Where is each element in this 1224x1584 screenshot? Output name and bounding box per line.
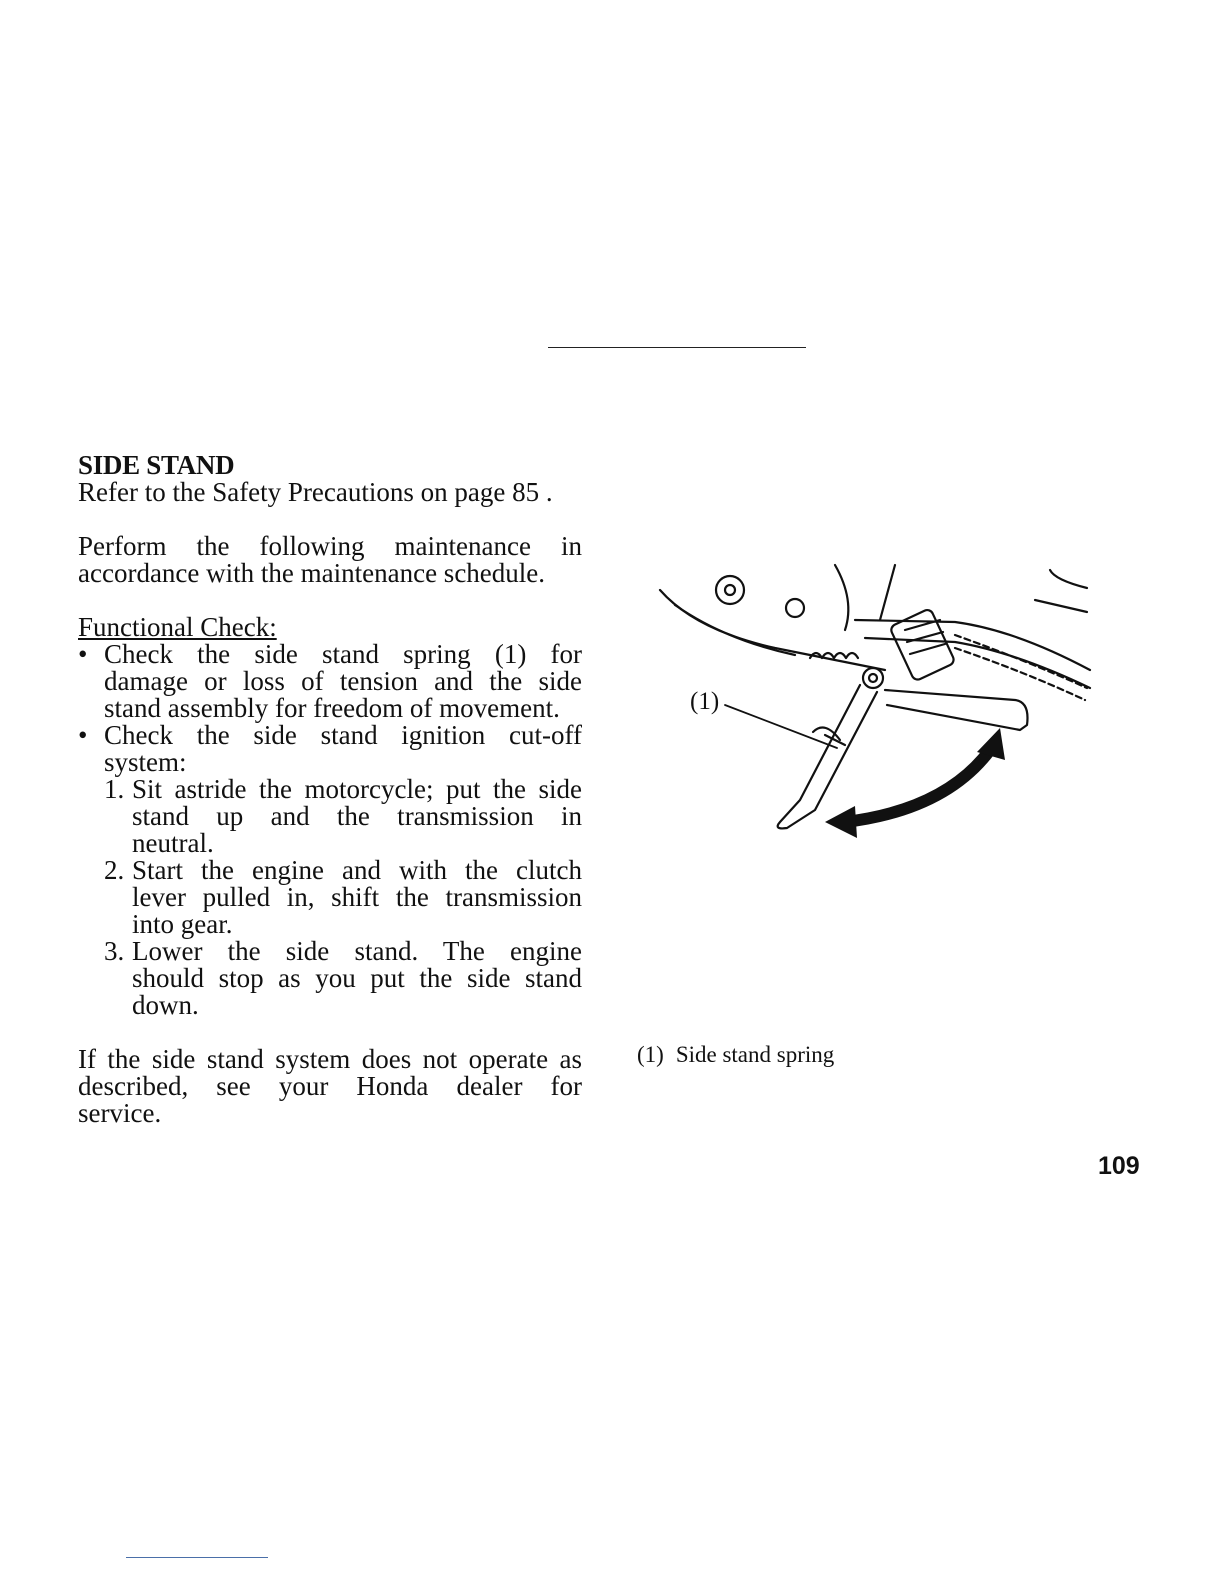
step-line: Sit astride the motorcycle; put the side [132,774,582,804]
side-stand-illustration [655,560,1095,850]
section-heading: SIDE STAND [78,450,235,480]
closing-line: described, see your Honda dealer for [78,1071,582,1101]
intro-paragraph [78,533,582,587]
bullet-dot: • [78,720,88,750]
step-line: down. [132,990,199,1020]
step-line: Lower the side stand. The engine [132,936,582,966]
step-line: stand up and the transmission in [132,801,582,831]
engine-case [835,565,848,630]
bolt [786,599,804,617]
step-item [104,776,582,857]
bullet-ignition-check [78,722,582,776]
functional-check-title: Functional Check: [78,612,277,642]
step-number: 1. [104,774,125,804]
step-item [104,857,582,938]
step-number: 2. [104,855,125,885]
motion-arrow [845,750,990,822]
safety-reference: Refer to the Safety Precautions on page 85 . [78,477,553,507]
step-line: should stop as you put the side stand [132,963,582,993]
step-item [104,938,582,1019]
step-line: lever pulled in, shift the transmission [132,882,582,912]
step-line: into gear. [132,909,233,939]
intro-line: Perform the following maintenance in [78,531,582,561]
caption-text: Side stand spring [675,1042,835,1067]
figure-caption [637,1042,834,1068]
side-stand-leg [778,685,877,828]
header-rule [548,347,806,348]
bullet-line: stand assembly for freedom of movement. [104,693,560,723]
bullet-spring-check [78,641,582,722]
pivot-bolt [863,668,883,688]
frame-outline [660,590,885,670]
bullet-line: damage or loss of tension and the side [104,666,582,696]
side-stand-up [885,690,1028,730]
page-number: 109 [1098,1152,1140,1180]
callout-leader [725,705,837,748]
step-line: Start the engine and with the clutch [132,855,582,885]
footer-rule [126,1557,268,1558]
bullet-line: Check the side stand spring (1) for [104,639,582,669]
step-number: 3. [104,936,125,966]
closing-paragraph [78,1046,582,1127]
intro-line: accordance with the maintenance schedule. [78,558,546,588]
main-text-column [78,452,582,1127]
closing-line: If the side stand system does not operate as [78,1044,582,1074]
caption-number: (1) [637,1042,664,1067]
figure-callout: (1) [690,688,720,715]
chain [955,635,1087,688]
bullet-line: Check the side stand ignition cut-off [104,720,582,750]
gear-hub [716,576,744,604]
bullet-line: system: [104,747,187,777]
closing-line: service. [78,1098,162,1128]
chain-lower [955,648,1085,700]
motion-arrow-head-left [825,806,857,838]
bullet-dot: • [78,639,88,669]
step-line: neutral. [132,828,214,858]
